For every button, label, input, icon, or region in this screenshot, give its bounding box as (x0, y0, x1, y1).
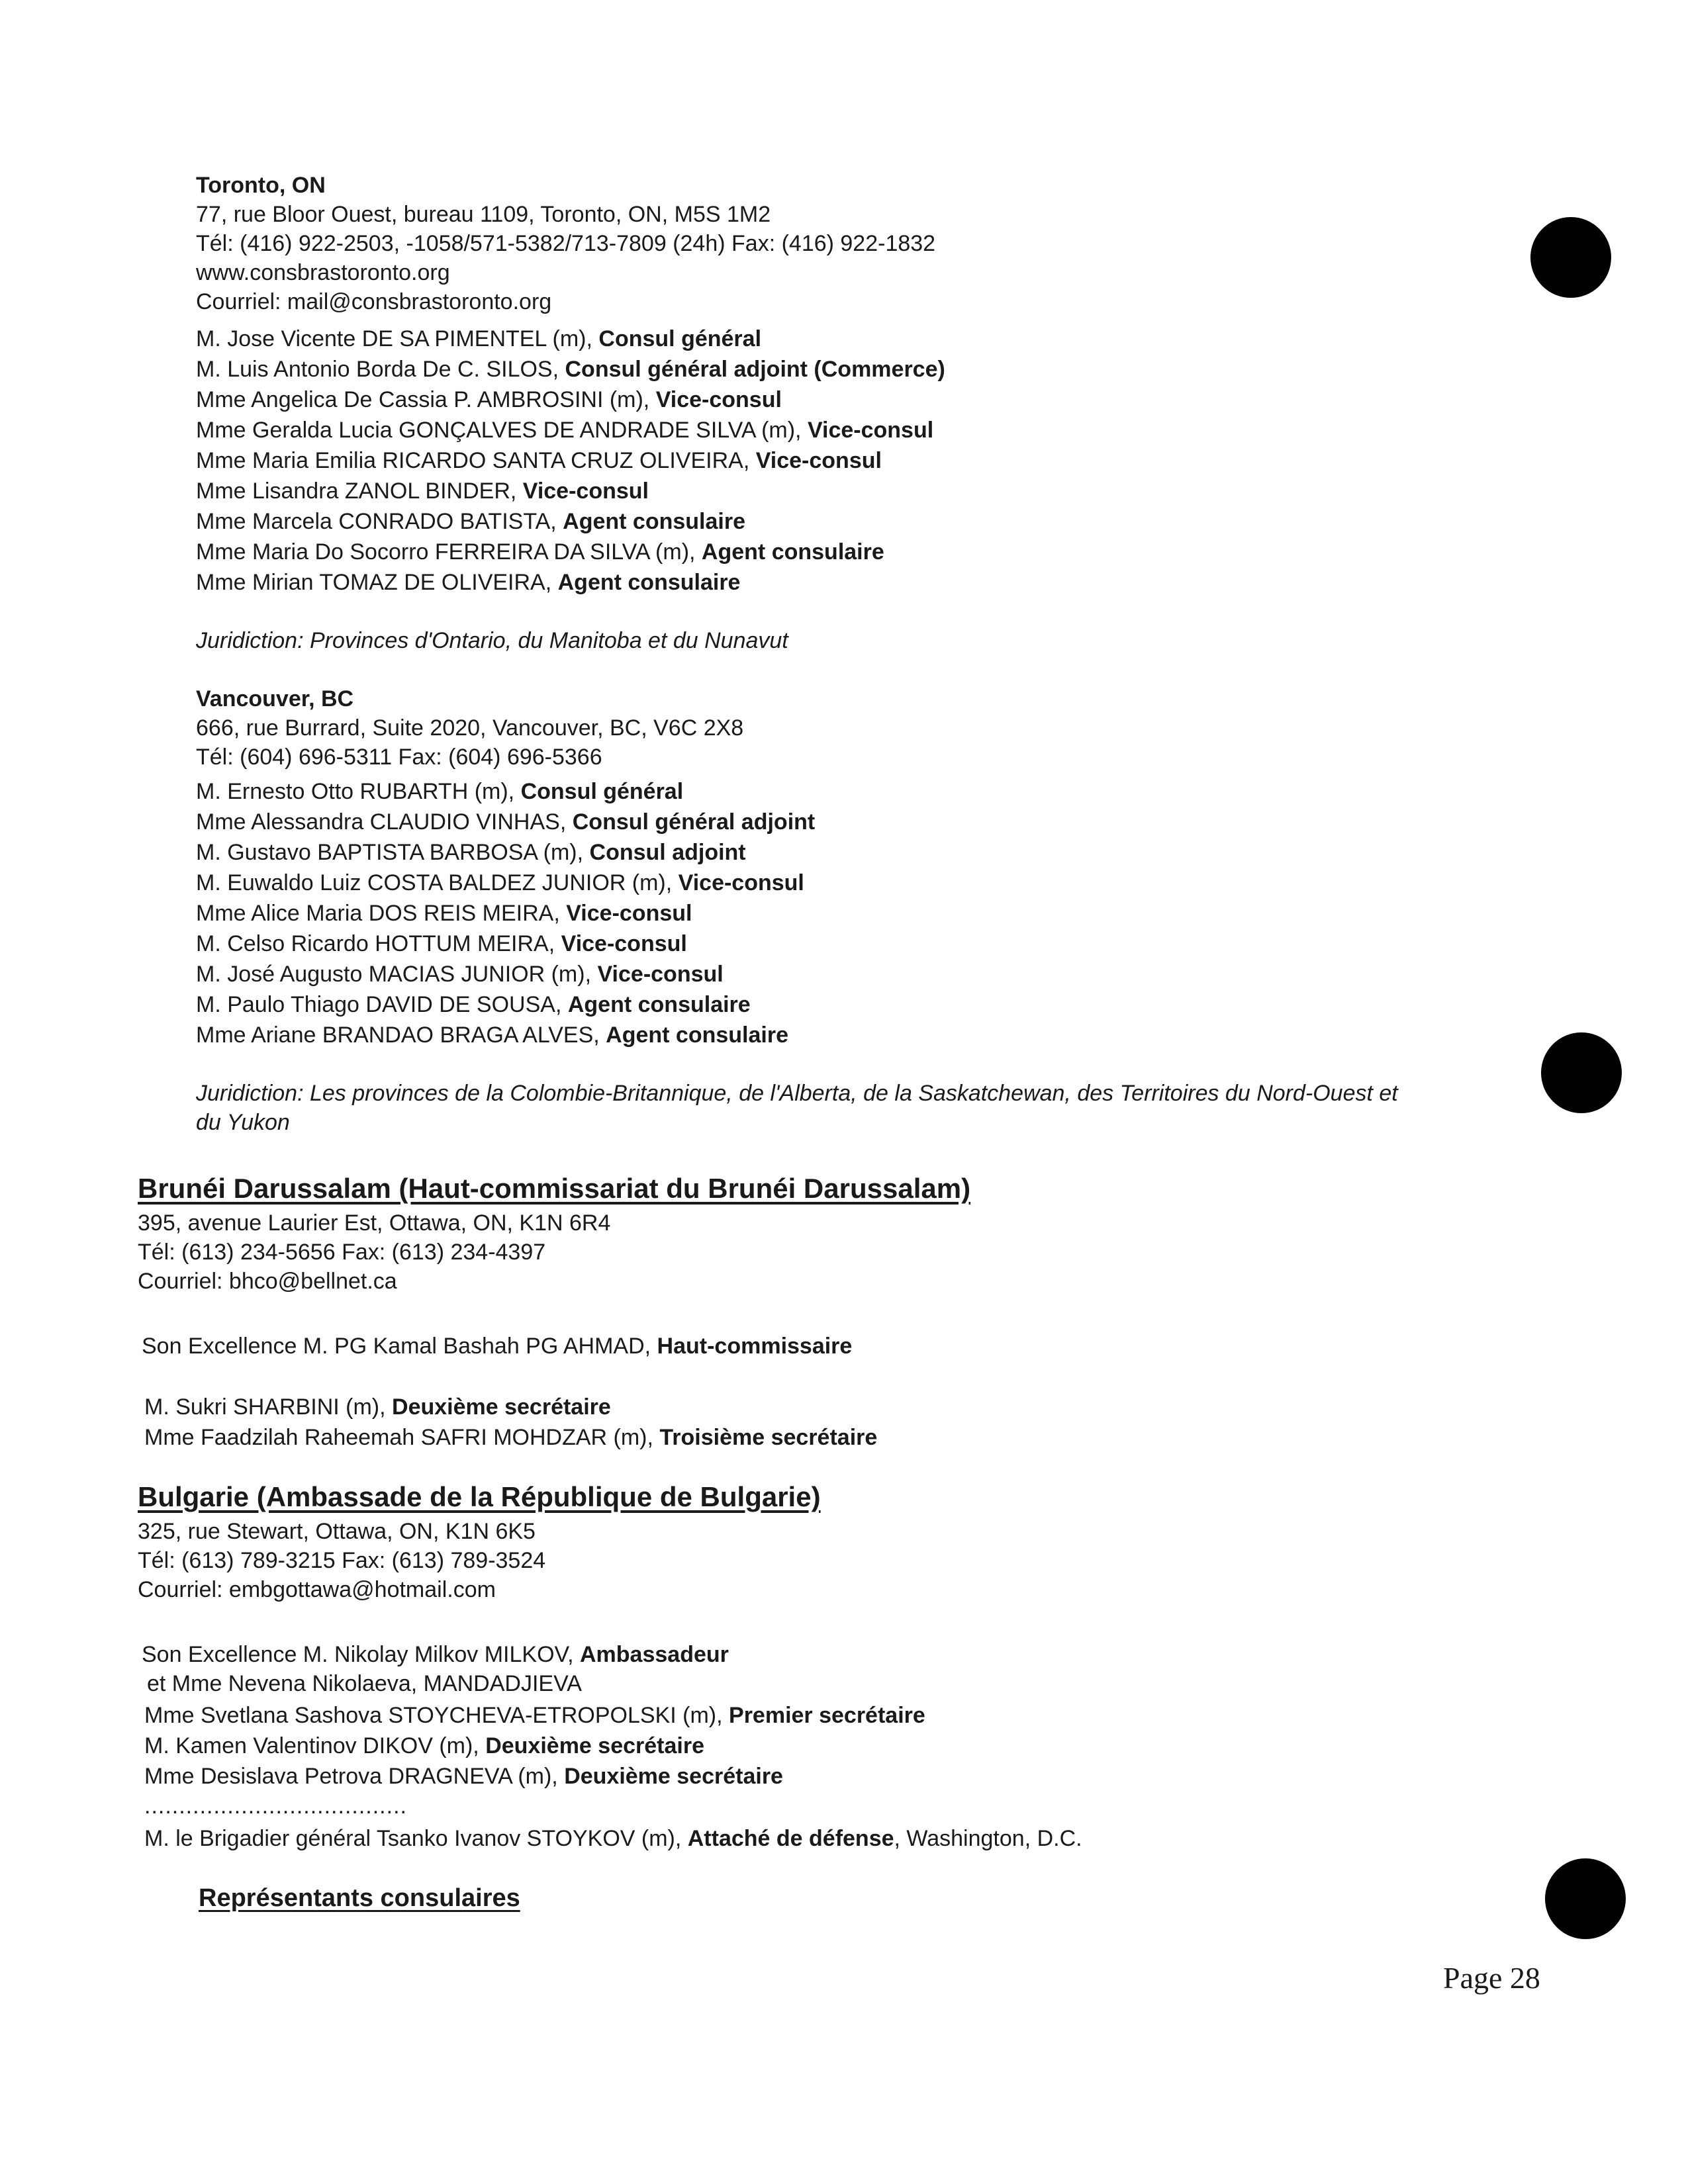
staff-title: Premier secrétaire (729, 1703, 925, 1728)
brunei-address: 395, avenue Laurier Est, Ottawa, ON, K1N 6R4 (138, 1210, 611, 1236)
staff-title: Vice-consul (522, 478, 649, 504)
staff-title: Consul général adjoint (572, 809, 816, 835)
staff-title: Deuxième secrétaire (392, 1394, 611, 1420)
staff-title: Ambassadeur (580, 1642, 729, 1667)
vancouver-staff-row (196, 1021, 788, 1050)
staff-name: M. José Augusto MACIAS JUNIOR (m), (196, 962, 598, 987)
staff-name: M. Sukri SHARBINI (m), (144, 1394, 393, 1420)
toronto-email: Courriel: mail@consbrastoronto.org (196, 289, 552, 314)
toronto-staff-row (196, 477, 649, 506)
vancouver-jurisdiction-line1: Juridiction: Les provinces de la Colombie-Britannique, de l'Alberta, de la Saskatchewan, des Territoires du Nord-Ouest et (196, 1081, 1398, 1106)
staff-name: Mme Ariane BRANDAO BRAGA ALVES, (196, 1023, 606, 1048)
punch-hole-middle (1541, 1032, 1622, 1113)
vancouver-staff-row (196, 899, 692, 928)
staff-title: Agent consulaire (606, 1023, 788, 1048)
bulgaria-staff-row (144, 1731, 704, 1760)
vancouver-staff-row (196, 777, 683, 806)
staff-title: Deuxième secrétaire (564, 1764, 783, 1789)
staff-title: Consul général (598, 326, 762, 351)
staff-name: M. Celso Ricardo HOTTUM MEIRA, (196, 931, 561, 956)
bulgaria-heading: Bulgarie (Ambassade de la République de Bulgarie) (138, 1481, 821, 1512)
bulgaria-head-of-mission (142, 1640, 729, 1669)
staff-location: , Washington, D.C. (894, 1826, 1082, 1851)
staff-title: Vice-consul (597, 962, 724, 987)
staff-name: Mme Maria Do Socorro FERREIRA DA SILVA (m), (196, 539, 702, 565)
staff-title: Agent consulaire (557, 570, 741, 595)
toronto-address: 77, rue Bloor Ouest, bureau 1109, Toronto, ON, M5S 1M2 (196, 202, 771, 227)
toronto-web: www.consbrastoronto.org (196, 260, 450, 285)
staff-title: Consul général (520, 779, 684, 804)
brunei-email: Courriel: bhco@bellnet.ca (138, 1269, 397, 1294)
staff-title: Deuxième secrétaire (485, 1733, 704, 1758)
staff-title: Agent consulaire (567, 992, 751, 1017)
staff-title: Consul adjoint (589, 840, 746, 865)
staff-name: Mme Svetlana Sashova STOYCHEVA-ETROPOLSKI (m), (144, 1703, 729, 1728)
staff-title: Vice-consul (755, 448, 882, 473)
page-number: Page 28 (1443, 1961, 1540, 1995)
staff-name: Mme Alice Maria DOS REIS MEIRA, (196, 901, 567, 926)
bulgaria-address: 325, rue Stewart, Ottawa, ON, K1N 6K5 (138, 1519, 536, 1544)
staff-name: M. Paulo Thiago DAVID DE SOUSA, (196, 992, 568, 1017)
toronto-staff-row (196, 537, 884, 567)
vancouver-staff-row (196, 929, 687, 958)
staff-title: Consul général adjoint (Commerce) (565, 357, 945, 382)
staff-name: M. Kamen Valentinov DIKOV (m), (144, 1733, 486, 1758)
staff-name: Mme Geralda Lucia GONÇALVES DE ANDRADE SILVA (m), (196, 418, 808, 443)
punch-hole-bottom (1545, 1858, 1626, 1939)
staff-name: Mme Lisandra ZANOL BINDER, (196, 478, 523, 504)
staff-name: M. Jose Vicente DE SA PIMENTEL (m), (196, 326, 599, 351)
brunei-heading: Brunéi Darussalam (Haut-commissariat du Brunéi Darussalam) (138, 1173, 971, 1204)
toronto-staff-row (196, 507, 745, 536)
bulgaria-tel: Tél: (613) 789-3215 Fax: (613) 789-3524 (138, 1548, 546, 1573)
vancouver-staff-row (196, 868, 804, 897)
vancouver-tel: Tél: (604) 696-5311 Fax: (604) 696-5366 (196, 745, 602, 770)
staff-name: Son Excellence M. Nikolay Milkov MILKOV, (142, 1642, 580, 1667)
staff-name: Mme Maria Emilia RICARDO SANTA CRUZ OLIVEIRA, (196, 448, 756, 473)
separator-dots: ...................................... (144, 1794, 407, 1819)
staff-name: Mme Desislava Petrova DRAGNEVA (m), (144, 1764, 565, 1789)
toronto-jurisdiction: Juridiction: Provinces d'Ontario, du Manitoba et du Nunavut (196, 628, 788, 653)
vancouver-staff-row (196, 807, 815, 837)
vancouver-staff-row (196, 838, 746, 867)
staff-title: Attaché de défense (687, 1826, 894, 1851)
staff-title: Vice-consul (561, 931, 687, 956)
staff-title: Vice-consul (807, 418, 934, 443)
staff-title: Vice-consul (678, 870, 804, 895)
toronto-tel: Tél: (416) 922-2503, -1058/571-5382/713-7809 (24h) Fax: (416) 922-1832 (196, 231, 936, 256)
staff-name: M. Euwaldo Luiz COSTA BALDEZ JUNIOR (m), (196, 870, 679, 895)
staff-title: Troisième secrétaire (659, 1425, 878, 1450)
toronto-staff-row (196, 324, 761, 353)
toronto-city: Toronto, ON (196, 173, 326, 198)
bulgaria-email: Courriel: embgottawa@hotmail.com (138, 1577, 496, 1602)
staff-title: Agent consulaire (563, 509, 745, 534)
toronto-staff-row (196, 416, 933, 445)
vancouver-jurisdiction-line2: du Yukon (196, 1110, 290, 1135)
staff-name: M. Gustavo BAPTISTA BARBOSA (m), (196, 840, 590, 865)
staff-name: Mme Alessandra CLAUDIO VINHAS, (196, 809, 573, 835)
staff-name: M. Ernesto Otto RUBARTH (m), (196, 779, 521, 804)
staff-title: Agent consulaire (701, 539, 884, 565)
brunei-staff-row (144, 1423, 877, 1452)
toronto-staff-row (196, 355, 945, 384)
brunei-tel: Tél: (613) 234-5656 Fax: (613) 234-4397 (138, 1240, 546, 1265)
brunei-staff-row (144, 1392, 611, 1422)
toronto-staff-row (196, 568, 740, 597)
staff-title: Vice-consul (655, 387, 782, 412)
brunei-head-of-mission (142, 1332, 852, 1361)
toronto-staff-row (196, 385, 782, 414)
vancouver-staff-row (196, 990, 751, 1019)
staff-name: Mme Angelica De Cassia P. AMBROSINI (m), (196, 387, 656, 412)
bulgaria-consular-heading: Représentants consulaires (199, 1884, 520, 1912)
bulgaria-attache-row (144, 1824, 1082, 1853)
bulgaria-staff-row (144, 1701, 925, 1730)
vancouver-staff-row (196, 960, 724, 989)
punch-hole-top (1530, 217, 1611, 298)
toronto-staff-row (196, 446, 882, 475)
staff-title: Haut-commissaire (657, 1334, 853, 1359)
vancouver-address: 666, rue Burrard, Suite 2020, Vancouver, BC, V6C 2X8 (196, 715, 744, 741)
bulgaria-spouse: et Mme Nevena Nikolaeva, MANDADJIEVA (147, 1671, 582, 1696)
staff-name: Mme Mirian TOMAZ DE OLIVEIRA, (196, 570, 558, 595)
bulgaria-staff-row (144, 1762, 783, 1791)
staff-name: M. le Brigadier général Tsanko Ivanov STOYKOV (m), (144, 1826, 688, 1851)
staff-title: Vice-consul (566, 901, 692, 926)
staff-name: M. Luis Antonio Borda De C. SILOS, (196, 357, 565, 382)
staff-name: Son Excellence M. PG Kamal Bashah PG AHMAD, (142, 1334, 657, 1359)
staff-name: Mme Faadzilah Raheemah SAFRI MOHDZAR (m), (144, 1425, 660, 1450)
vancouver-city: Vancouver, BC (196, 686, 354, 711)
staff-name: Mme Marcela CONRADO BATISTA, (196, 509, 563, 534)
